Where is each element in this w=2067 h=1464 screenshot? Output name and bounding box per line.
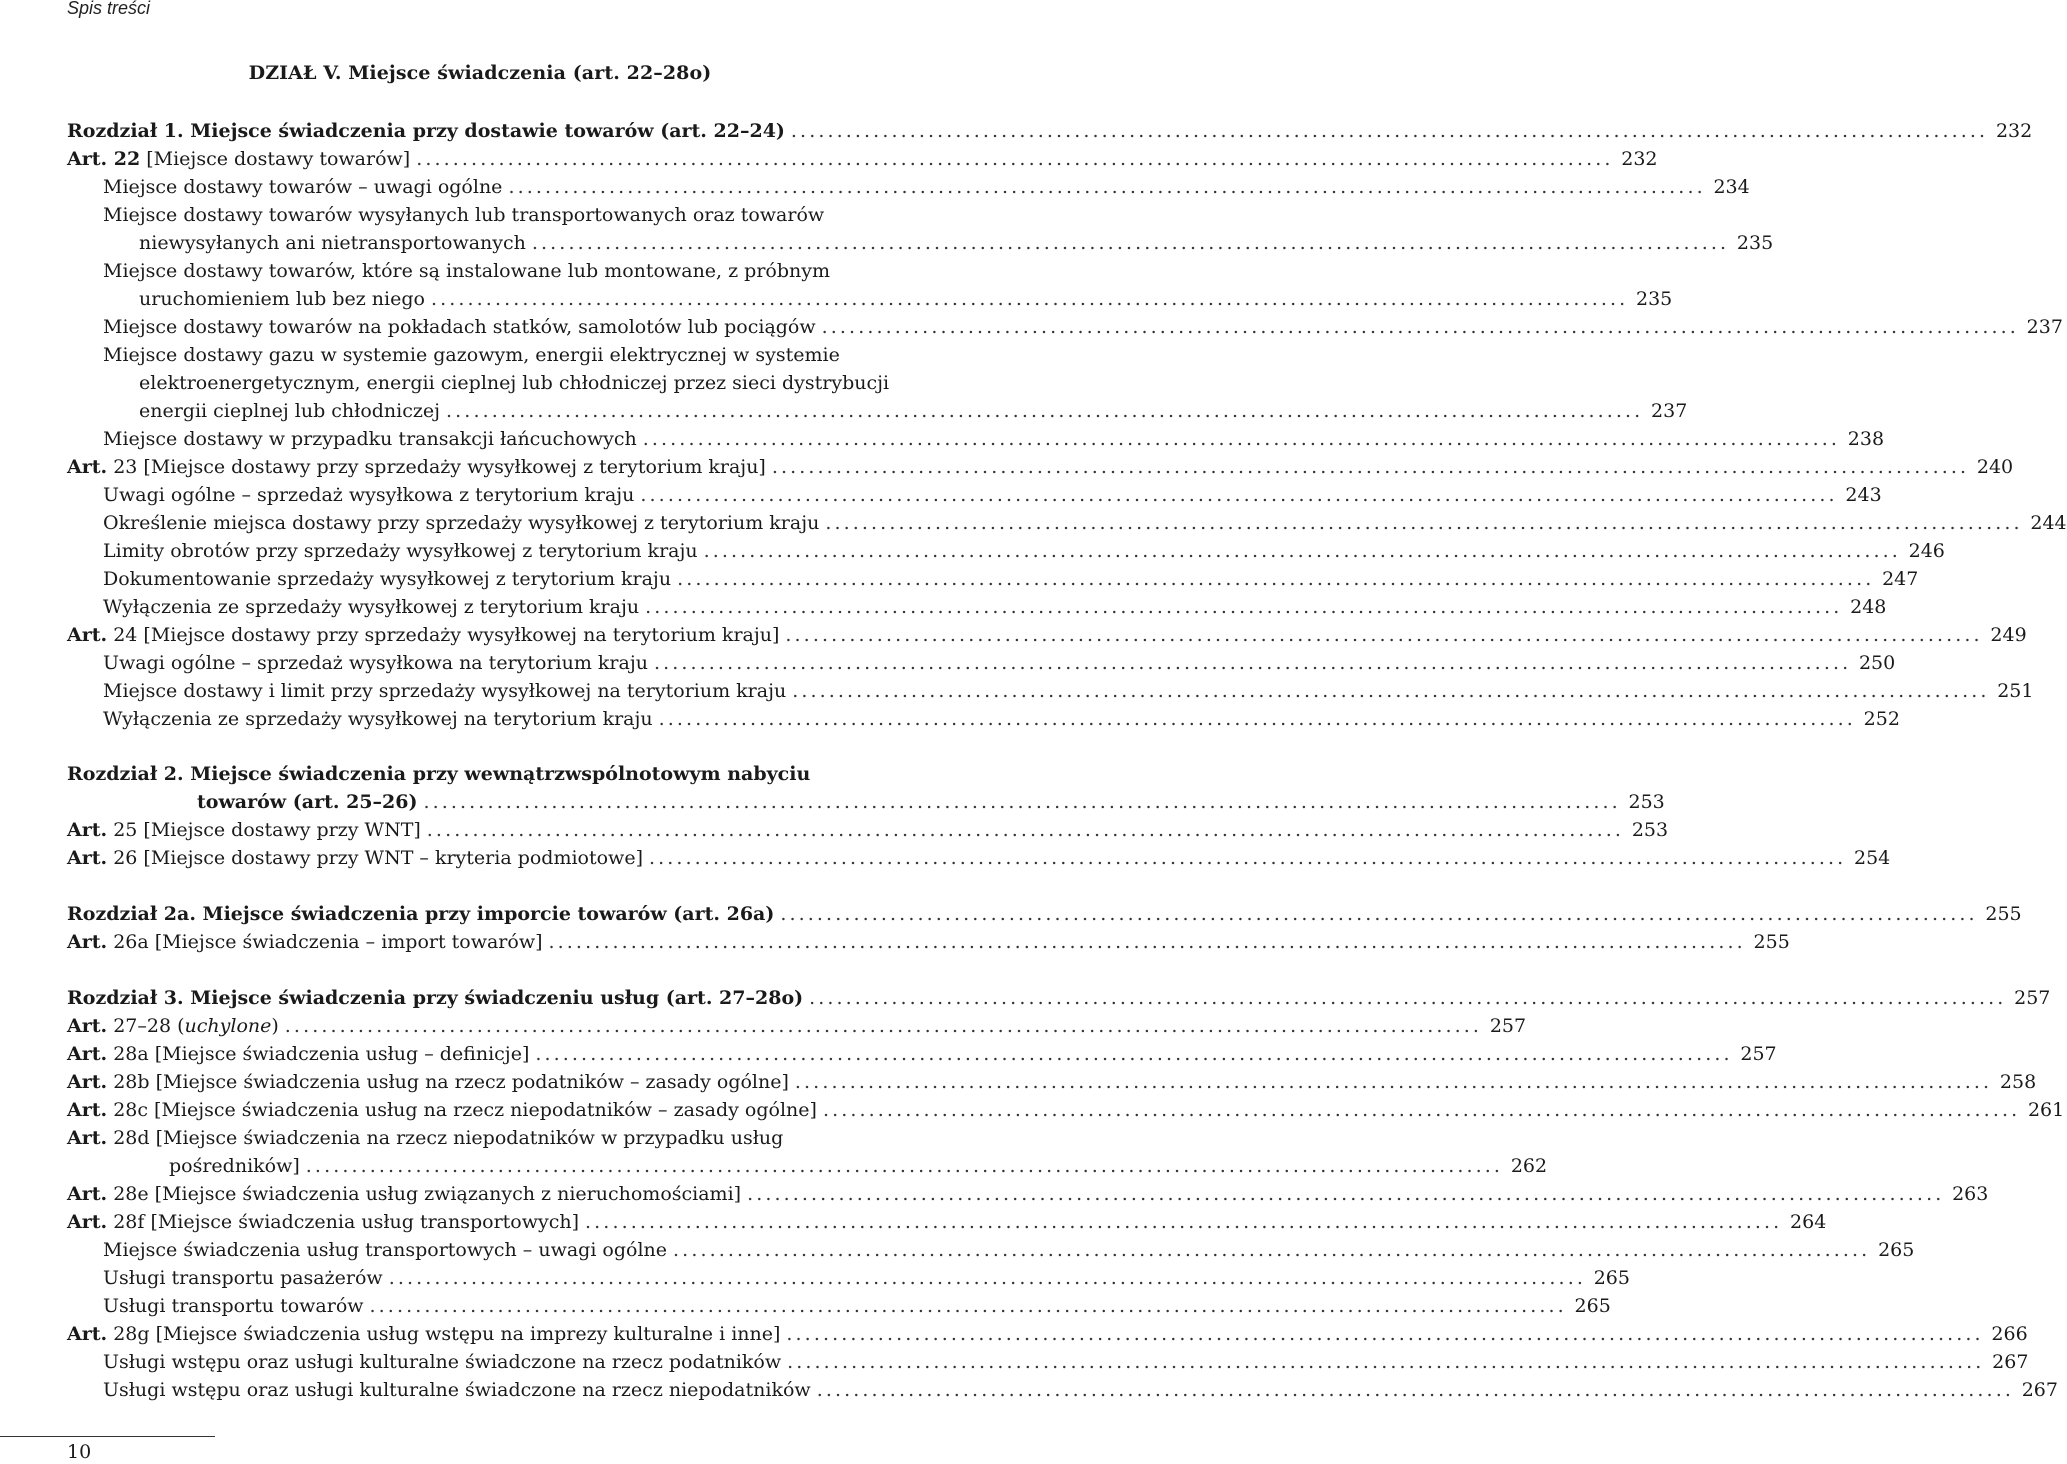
entry-title: 28e [Miejsce świadczenia usług związanych z nieruchomościami]: [107, 1183, 742, 1205]
dot-leader: ...................................................................................................................................: [794, 1071, 1993, 1093]
dot-leader: ...................................................................................................................................: [508, 176, 1706, 198]
toc-entry: [103, 1264, 1630, 1292]
entry-title: Określenie miejsca dostawy przy sprzedaży wysyłkowej z terytorium kraju: [103, 512, 820, 534]
entry-title: Wyłączenia ze sprzedaży wysyłkowej z terytorium kraju: [103, 596, 640, 618]
entry-continuation: niewysyłanych ani nietransportowanych: [139, 232, 526, 254]
entry-title: Miejsce dostawy towarów na pokładach statków, samolotów lub pociągów: [103, 316, 816, 338]
toc-entry: [67, 1040, 1777, 1068]
entry-row: [103, 565, 1919, 593]
toc-entry: [67, 1124, 1548, 1180]
entry-page-number: 267: [2021, 1379, 2058, 1401]
entry-line: [103, 341, 958, 369]
entry-row: [103, 1236, 1915, 1264]
entry-row: [67, 621, 2027, 649]
toc-entry: [67, 1068, 2037, 1096]
entry-page-number: 266: [1991, 1323, 2028, 1345]
entry-line: [67, 1124, 958, 1152]
dot-leader: ...................................................................................................................................: [645, 596, 1843, 618]
entry-line: [103, 257, 958, 285]
entry-text: [103, 481, 634, 509]
entry-continuation: elektroenergetycznym, energii cieplnej lub chłodniczej przez sieci dystrybucji: [139, 372, 890, 394]
entry-row: [103, 649, 1896, 677]
entry-label: Rozdział 3.: [67, 987, 184, 1009]
toc-entry: [67, 900, 2022, 928]
entry-text: [169, 1152, 300, 1180]
entry-last-line: [67, 1152, 1548, 1180]
entry-page-number: 238: [1847, 428, 1885, 450]
dot-leader: ...................................................................................................................................: [446, 400, 1644, 422]
entry-title: Miejsce dostawy w przypadku transakcji łańcuchowych: [103, 428, 637, 450]
dot-leader: ...................................................................................................................................: [703, 540, 1901, 562]
entry-row: [103, 537, 1945, 565]
entry-page-number: 246: [1908, 540, 1945, 562]
entry-text: [139, 229, 526, 257]
entry-text: [67, 1096, 817, 1124]
dot-leader: ...................................................................................................................................: [648, 847, 1847, 869]
toc-entry: [103, 677, 2034, 705]
entry-text: [103, 1292, 364, 1320]
entry-title: Uwagi ogólne – sprzedaż wysyłkowa z terytorium kraju: [103, 484, 635, 506]
dot-leader: ...................................................................................................................................: [548, 931, 1746, 953]
entry-title: 26a [Miejsce świadczenia – import towarów]: [107, 931, 543, 953]
entry-last-line: [103, 285, 1673, 313]
entry-text: [67, 1320, 780, 1348]
entry-row: [67, 1320, 2028, 1348]
entry-title: Uwagi ogólne – sprzedaż wysyłkowa na terytorium kraju: [103, 652, 648, 674]
dot-leader: ...................................................................................................................................: [642, 428, 1841, 450]
entry-row: [139, 229, 1774, 257]
entry-last-line: [103, 229, 1774, 257]
entry-line: [103, 201, 958, 229]
dot-leader: ...................................................................................................................................: [809, 987, 2007, 1009]
dot-leader: ...................................................................................................................................: [531, 232, 1730, 254]
entry-row: [67, 453, 2014, 481]
toc-entry: [103, 705, 1900, 733]
entry-page-number: 265: [1878, 1239, 1915, 1261]
toc-entry: [67, 1180, 1989, 1208]
dot-leader: ...................................................................................................................................: [388, 1267, 1586, 1289]
toc-entry: [67, 1208, 1827, 1236]
toc-entry: [103, 1292, 1611, 1320]
entry-title: Miejsce świadczenia usług transportowych – uwagi ogólne: [103, 1239, 668, 1261]
entry-text: [67, 1208, 579, 1236]
entry-page-number: 232: [1621, 148, 1658, 170]
entry-text: [67, 984, 803, 1012]
dot-leader: ...................................................................................................................................: [673, 1239, 1871, 1261]
toc-entry: [103, 509, 2067, 537]
entry-text: [67, 900, 774, 928]
toc-entry: [67, 844, 1891, 872]
entry-title: Wyłączenia ze sprzedaży wysyłkowej na terytorium kraju: [103, 708, 653, 730]
dot-leader: ...................................................................................................................................: [426, 819, 1625, 841]
entry-label: Art.: [67, 1071, 108, 1093]
entry-page-number: 264: [1790, 1211, 1827, 1233]
entry-page-number: 261: [2027, 1099, 2065, 1121]
entry-row: [103, 677, 2034, 705]
toc-entry: [67, 621, 2027, 649]
entry-title: 28g [Miejsce świadczenia usług wstępu na imprezy kulturalne i inne]: [107, 1323, 781, 1345]
toc-entry: [67, 145, 1658, 173]
entry-page-number: 255: [1753, 931, 1790, 953]
dot-leader: ...................................................................................................................................: [369, 1295, 1567, 1317]
dot-leader: ...................................................................................................................................: [430, 288, 1629, 310]
entry-title: 23 [Miejsce dostawy przy sprzedaży wysyłkowej z terytorium kraju]: [107, 456, 766, 478]
entry-page-number: 235: [1736, 232, 1774, 254]
entry-title: Miejsce świadczenia przy imporcie towarów (art. 26a): [195, 903, 775, 925]
entry-title: Miejsce dostawy towarów wysyłanych lub transportowanych oraz towarów: [103, 204, 825, 226]
entry-title: [Miejsce dostawy towarów]: [140, 148, 411, 170]
entry-label: Rozdział 2.: [67, 763, 184, 785]
entry-page-number: 253: [1628, 791, 1665, 813]
entry-row: [103, 1264, 1630, 1292]
toc-entry: [67, 1012, 1527, 1040]
entry-page-number: 232: [1995, 120, 2033, 142]
entry-continuation: towarów (art. 25–26): [197, 791, 418, 813]
toc-entry: [103, 537, 1945, 565]
toc-entry: [67, 1320, 2028, 1348]
entry-page-number: 252: [1863, 708, 1900, 730]
entry-text: [103, 1236, 667, 1264]
entry-page-number: 251: [1997, 680, 2034, 702]
entry-italic: uchylone: [184, 1015, 272, 1037]
entry-page-number: 257: [2014, 987, 2051, 1009]
toc-entry: [67, 816, 1669, 844]
entry-row: [67, 816, 1669, 844]
entry-page-number: 257: [1489, 1015, 1527, 1037]
toc-entry: [103, 1376, 2058, 1404]
entry-title: 28b [Miejsce świadczenia usług na rzecz podatników – zasady ogólne]: [107, 1071, 789, 1093]
running-header: Spis treści: [67, 0, 151, 18]
dot-leader: ...................................................................................................................................: [423, 791, 1621, 813]
entry-title: Miejsce dostawy gazu w systemie gazowym, energii elektrycznej w systemie: [103, 344, 840, 366]
entry-text: [67, 928, 543, 956]
entry-text: [67, 816, 421, 844]
entry-text: [139, 397, 440, 425]
entry-title: Miejsce świadczenia przy świadczeniu usług (art. 27–28o): [183, 987, 804, 1009]
entry-label: Art.: [67, 819, 108, 841]
entry-text: [67, 621, 779, 649]
entry-text: [103, 1376, 811, 1404]
entry-page-number: 234: [1713, 176, 1750, 198]
entry-row: [103, 173, 1750, 201]
entry-text: [197, 788, 417, 816]
toc-entry: [103, 1236, 1915, 1264]
entry-text: [67, 1068, 789, 1096]
entry-text: [67, 1040, 529, 1068]
entry-label: Art.: [67, 1211, 108, 1233]
entry-text: [103, 677, 786, 705]
entry-row: [169, 1152, 1548, 1180]
toc-entry: [103, 341, 1688, 425]
entry-row: [67, 1208, 1827, 1236]
toc-entry: [103, 313, 2063, 341]
entry-title: Miejsce dostawy towarów, które są instalowane lub montowane, z próbnym: [103, 260, 831, 282]
toc-entry: [67, 453, 2014, 481]
entry-title: 25 [Miejsce dostawy przy WNT]: [107, 819, 421, 841]
entry-row: [67, 900, 2022, 928]
entry-label: Art.: [67, 1015, 108, 1037]
entry-text: [67, 145, 410, 173]
entry-title: Usługi wstępu oraz usługi kulturalne świadczone na rzecz podatników: [103, 1351, 782, 1373]
entry-continuation: energii cieplnej lub chłodniczej: [139, 400, 441, 422]
entry-text: [103, 313, 816, 341]
dot-leader: ...................................................................................................................................: [771, 456, 1970, 478]
entry-row: [103, 509, 2067, 537]
dot-leader: ...................................................................................................................................: [284, 1015, 1483, 1037]
entry-title: Usługi transportu pasażerów: [103, 1267, 383, 1289]
entry-text: [103, 649, 648, 677]
entry-label: Art.: [67, 931, 108, 953]
dot-leader: ...................................................................................................................................: [305, 1155, 1504, 1177]
entry-row: [103, 1292, 1611, 1320]
entry-page-number: 253: [1631, 819, 1669, 841]
entry-title: 28a [Miejsce świadczenia usług – definicje]: [107, 1043, 530, 1065]
entry-row: [67, 1096, 2065, 1124]
entry-row: [103, 481, 1882, 509]
entry-row: [67, 844, 1891, 872]
entry-row: [139, 285, 1673, 313]
entry-row: [103, 705, 1900, 733]
entry-label: Art.: [67, 1127, 108, 1149]
toc-entry: [67, 984, 2051, 1012]
toc-entry: [103, 649, 1896, 677]
entry-title: Miejsce świadczenia przy dostawie towarów (art. 22–24): [183, 120, 785, 142]
entry-tail: ): [271, 1015, 279, 1037]
entry-title: 26 [Miejsce dostawy przy WNT – kryteria podmiotowe]: [107, 847, 643, 869]
entry-page-number: 249: [1990, 624, 2027, 646]
entry-line: [67, 760, 958, 788]
entry-page-number: 254: [1854, 847, 1891, 869]
entry-row: [103, 1348, 2029, 1376]
dot-leader: ...................................................................................................................................: [790, 120, 1989, 142]
entry-title: Miejsce dostawy i limit przy sprzedaży wysyłkowej na terytorium kraju: [103, 680, 787, 702]
entry-title: 28f [Miejsce świadczenia usług transportowych]: [107, 1211, 580, 1233]
entry-last-line: [103, 397, 1688, 425]
entry-page-number: 250: [1858, 652, 1896, 674]
dot-leader: ...................................................................................................................................: [792, 680, 1990, 702]
entry-row: [103, 425, 1885, 453]
entry-title: Dokumentowanie sprzedaży wysyłkowej z terytorium kraju: [103, 568, 672, 590]
entry-label: Art.: [67, 456, 108, 478]
entry-row: [67, 145, 1658, 173]
entry-row: [67, 1040, 1777, 1068]
entry-row: [67, 1012, 1527, 1040]
dot-leader: ...................................................................................................................................: [786, 1323, 1984, 1345]
entry-continuation: uruchomieniem lub bez niego: [139, 288, 425, 310]
dot-leader: ...................................................................................................................................: [535, 1043, 1733, 1065]
entry-row: [139, 397, 1688, 425]
entry-text: [103, 537, 698, 565]
entry-title: 28d [Miejsce świadczenia na rzecz niepodatników w przypadku usług: [107, 1127, 784, 1149]
dot-leader: ...................................................................................................................................: [825, 512, 2023, 534]
dot-leader: ...................................................................................................................................: [785, 624, 1983, 646]
toc-entry: [67, 1096, 2065, 1124]
entry-text: [103, 1264, 383, 1292]
dot-leader: ...................................................................................................................................: [821, 316, 2019, 338]
dot-leader: ...................................................................................................................................: [585, 1211, 1783, 1233]
entry-page-number: 263: [1952, 1183, 1989, 1205]
entry-text: [67, 453, 766, 481]
entry-text: [103, 1348, 781, 1376]
entry-page-number: 240: [1976, 456, 2014, 478]
dot-leader: ...................................................................................................................................: [416, 148, 1614, 170]
entry-page-number: 265: [1593, 1267, 1630, 1289]
entry-page-number: 262: [1510, 1155, 1548, 1177]
toc-entry: [103, 173, 1750, 201]
toc-entry: [67, 117, 2033, 145]
entry-label: Rozdział 2a.: [67, 903, 196, 925]
entry-title: Usługi wstępu oraz usługi kulturalne świadczone na rzecz niepodatników: [103, 1379, 811, 1401]
toc-entry: [103, 565, 1919, 593]
entry-text: [139, 285, 425, 313]
dot-leader: ...................................................................................................................................: [780, 903, 1978, 925]
page-number: 10: [67, 1441, 92, 1463]
entry-row: [197, 788, 1665, 816]
entry-row: [67, 984, 2051, 1012]
dot-leader: ...................................................................................................................................: [747, 1183, 1945, 1205]
entry-page-number: 267: [1992, 1351, 2029, 1373]
toc-entry: [67, 928, 1790, 956]
entry-text: [67, 1012, 279, 1040]
entry-row: [67, 1068, 2037, 1096]
entry-title: 27–28 (: [107, 1015, 185, 1037]
entry-page-number: 257: [1740, 1043, 1777, 1065]
entry-row: [67, 117, 2033, 145]
dot-leader: ...................................................................................................................................: [677, 568, 1875, 590]
entry-row: [67, 928, 1790, 956]
entry-row: [103, 1376, 2058, 1404]
entry-text: [67, 1180, 741, 1208]
entry-page-number: 237: [1651, 400, 1688, 422]
entry-label: Art.: [67, 624, 108, 646]
entry-page-number: 247: [1882, 568, 1919, 590]
entry-continuation: pośredników]: [169, 1155, 300, 1177]
dot-leader: ...................................................................................................................................: [822, 1099, 2021, 1121]
entry-label: Art.: [67, 847, 108, 869]
toc-entry: [103, 425, 1885, 453]
entry-title: Miejsce dostawy towarów – uwagi ogólne: [103, 176, 503, 198]
section-title: DZIAŁ V. Miejsce świadczenia (art. 22–28o): [248, 62, 712, 84]
entry-row: [103, 313, 2063, 341]
entry-text: [67, 844, 643, 872]
dot-leader: ...................................................................................................................................: [816, 1379, 2014, 1401]
entry-title: 24 [Miejsce dostawy przy sprzedaży wysyłkowej na terytorium kraju]: [107, 624, 780, 646]
entry-row: [67, 1180, 1989, 1208]
entry-page-number: 258: [1999, 1071, 2037, 1093]
entry-label: Art.: [67, 1043, 108, 1065]
toc-entry: [103, 593, 1887, 621]
entry-text: [103, 509, 819, 537]
dot-leader: ...................................................................................................................................: [653, 652, 1852, 674]
entry-last-line: [67, 788, 1665, 816]
entry-text: [103, 705, 653, 733]
entry-title: 28c [Miejsce świadczenia usług na rzecz niepodatników – zasady ogólne]: [107, 1099, 817, 1121]
entry-page-number: 255: [1985, 903, 2022, 925]
entry-label: Rozdział 1.: [67, 120, 184, 142]
entry-page-number: 237: [2026, 316, 2063, 338]
entry-title: Usługi transportu towarów: [103, 1295, 364, 1317]
toc-entry: [103, 481, 1882, 509]
entry-page-number: 244: [2030, 512, 2067, 534]
footer-rule: [0, 1436, 215, 1437]
entry-row: [103, 593, 1887, 621]
entry-title: Limity obrotów przy sprzedaży wysyłkowej z terytorium kraju: [103, 540, 698, 562]
entry-label: Art.: [67, 1183, 108, 1205]
entry-page-number: 235: [1635, 288, 1673, 310]
entry-text: [103, 173, 502, 201]
entry-text: [103, 593, 639, 621]
entry-label: Art.: [67, 1099, 108, 1121]
entry-label: Art.: [67, 1323, 108, 1345]
entry-text: [67, 117, 785, 145]
entry-title: Miejsce świadczenia przy wewnątrzwspólnotowym nabyciu: [183, 763, 811, 785]
entry-label: Art. 22: [67, 148, 141, 170]
entry-text: [103, 565, 671, 593]
toc-entry: [103, 1348, 2029, 1376]
dot-leader: ...................................................................................................................................: [658, 708, 1856, 730]
dot-leader: ...................................................................................................................................: [640, 484, 1838, 506]
toc-entry: [103, 257, 1673, 313]
dot-leader: ...................................................................................................................................: [787, 1351, 1985, 1373]
entry-page-number: 243: [1845, 484, 1882, 506]
entry-text: [103, 425, 637, 453]
entry-page-number: 248: [1850, 596, 1887, 618]
entry-page-number: 265: [1574, 1295, 1611, 1317]
toc-entry: [103, 201, 1774, 257]
toc-entry: [67, 760, 1665, 816]
